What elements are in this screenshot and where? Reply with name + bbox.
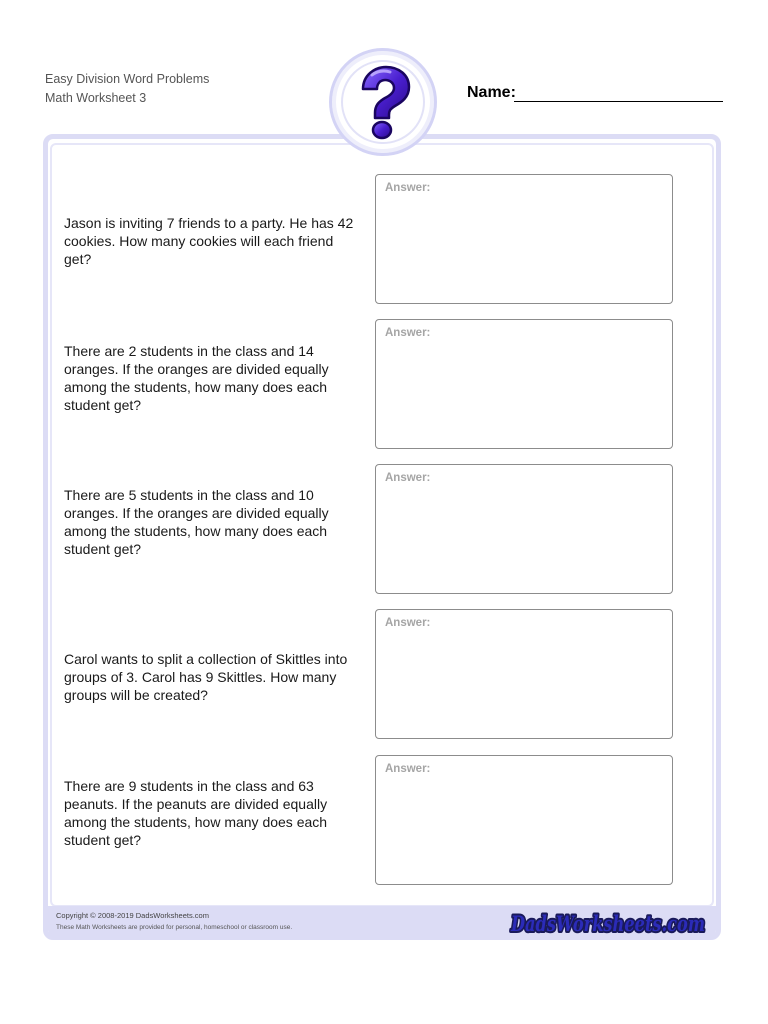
problem-5-answer-box[interactable]: [375, 755, 673, 885]
answer-label: Answer:: [385, 182, 431, 194]
usage-text: These Math Worksheets are provided for personal, homeschool or classroom use.: [56, 924, 293, 931]
problem-4-answer-box[interactable]: [375, 609, 673, 739]
brand-outline: DadsWorksheets.com: [510, 911, 705, 936]
question-mark-logo: [329, 48, 437, 156]
answer-label: Answer:: [385, 763, 431, 775]
problem-1-text: Jason is inviting 7 friends to a party. He has 42 cookies. How many cookies will each friend get?: [64, 215, 354, 267]
problem-3-text: There are 5 students in the class and 10 oranges. If the oranges are divided equally among the students, how many does each student get?: [64, 487, 329, 557]
name-input-line[interactable]: [514, 101, 723, 102]
problem-2-answer-box[interactable]: [375, 319, 673, 449]
problem-2-text: There are 2 students in the class and 14 oranges. If the oranges are divided equally among the students, how many does each student get?: [64, 343, 329, 413]
question-mark-icon: [332, 51, 434, 153]
problem-3-answer-box[interactable]: [375, 464, 673, 594]
worksheet-title: Easy Division Word Problems: [45, 72, 210, 86]
dadsworksheets-logo: [508, 903, 708, 939]
problem-5-text: There are 9 students in the class and 63 peanuts. If the peanuts are divided equally among the students, how many does each student get?: [64, 778, 328, 848]
copyright-text: Copyright © 2008-2019 DadsWorksheets.com: [56, 911, 209, 920]
problem-4-text: Carol wants to split a collection of Skittles into groups of 3. Carol has 9 Skittles. How many groups will be created?: [64, 651, 348, 703]
answer-label: Answer:: [385, 617, 431, 629]
name-label: Name:: [467, 84, 516, 101]
problem-1-answer-box[interactable]: [375, 174, 673, 304]
brand-fill: DadsWorksheets.com: [510, 911, 705, 936]
worksheet-subtitle: Math Worksheet 3: [45, 91, 147, 105]
worksheet-header: [45, 70, 209, 108]
answer-label: Answer:: [385, 327, 431, 339]
answer-label: Answer:: [385, 472, 431, 484]
